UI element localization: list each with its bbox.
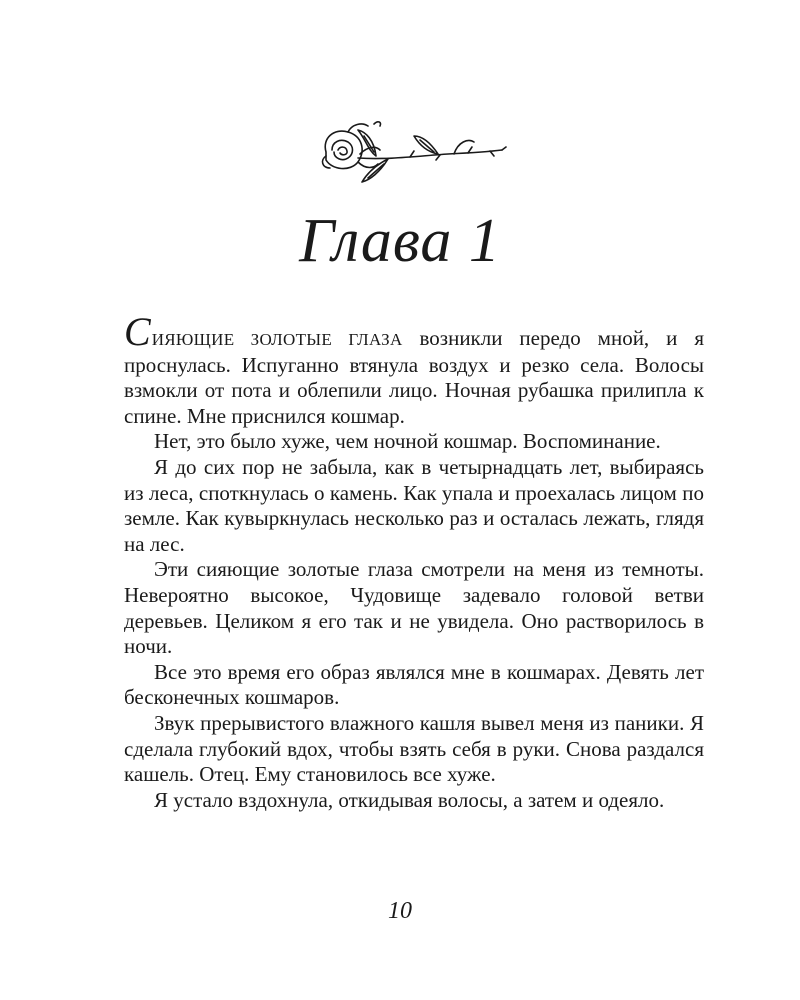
rose-icon (318, 116, 508, 190)
paragraph: Звук прерывистого влажного кашля вывел меня из паники. Я сделала глубокий вдох, чтобы взять себя в руки. Снова раздался кашель. Отец. Ему становилось все хуже. (124, 710, 704, 787)
chapter-title: Глава 1 (299, 207, 501, 275)
paragraph-text: возникли передо мной, и я проснулась. Испуганно втянула воздух и резко села. Волосы взмокли от пота и облепили лицо. Ночная рубашка прилипла к спине. Мне приснился кошмар. (124, 326, 704, 428)
paragraph: Я до сих пор не забыла, как в четырнадцать лет, выбираясь из леса, споткнулась о камень. Как упала и проехалась лицом по земле. Как кувыркнулась несколько раз и осталась лежать, глядя на лес. (124, 454, 704, 556)
paragraph: Нет, это было хуже, чем ночной кошмар. Воспоминание. (154, 429, 661, 454)
paragraph (124, 309, 704, 429)
paragraph: Я устало вздохнула, откидывая волосы, а затем и одеяло. (154, 787, 665, 812)
paragraph: Эти сияющие золотые глаза смотрели на меня из темноты. Невероятно высокое, Чудовище задевало головой ветви деревьев. Целиком я его так и не увидела. Оно растворилось в ночи. (124, 557, 704, 659)
page-number: 10 (388, 898, 412, 924)
chapter-text (124, 309, 704, 813)
lead-in-smallcaps: ИЯЮЩИЕ ЗОЛОТЫЕ ГЛАЗА (151, 330, 403, 349)
drop-cap: С (124, 309, 151, 354)
paragraph: Все это время его образ являлся мне в кошмарах. Девять лет бесконечных кошмаров. (124, 659, 704, 710)
